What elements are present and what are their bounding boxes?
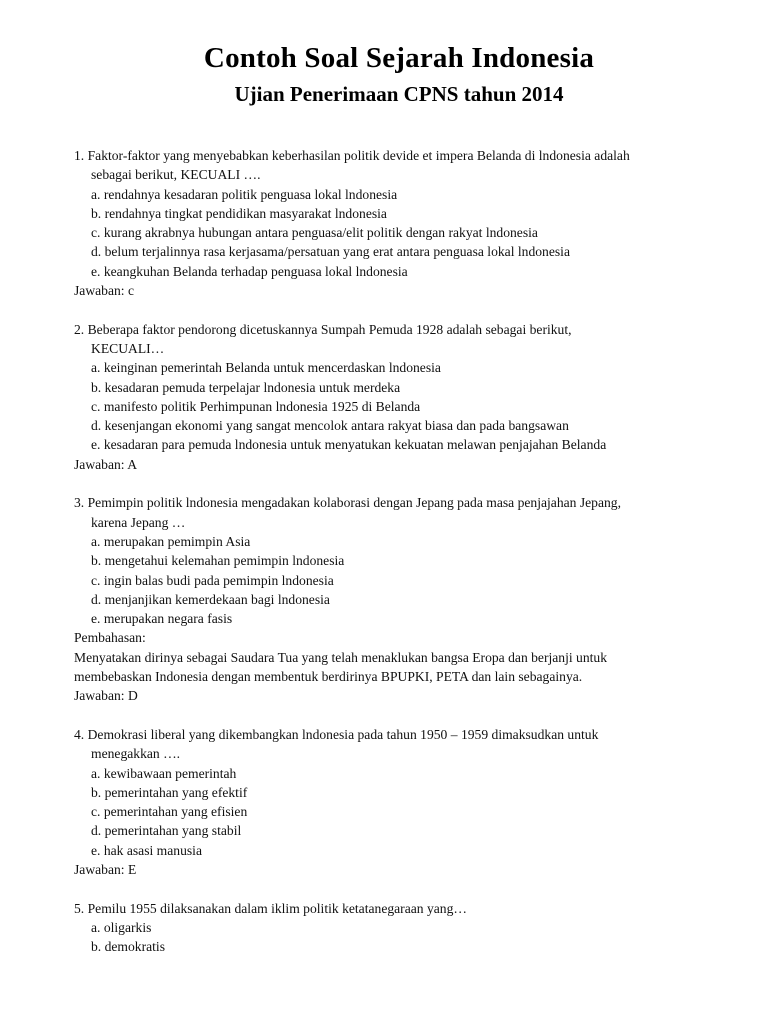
option-a: a. keinginan pemerintah Belanda untuk mencerdaskan lndonesia [91, 360, 441, 376]
answer-key: Jawaban: A [74, 456, 138, 472]
option-b: b. kesadaran pemuda terpelajar lndonesia untuk merdeka [91, 379, 401, 395]
question-3 [74, 493, 714, 705]
option-e: e. hak asasi manusia [91, 842, 202, 858]
question-4 [74, 725, 714, 879]
option-c: c. manifesto politik Perhimpunan lndonesia 1925 di Belanda [91, 398, 421, 414]
answer-key: Jawaban: D [74, 688, 138, 704]
question-stem: 1. Faktor-faktor yang menyebabkan keberhasilan politik devide et impera Belanda di lndonesia adalah [74, 148, 630, 163]
document-subtitle: Ujian Penerimaan CPNS tahun 2014 [234, 82, 564, 106]
option-c: c. kurang akrabnya hubungan antara penguasa/elit politik dengan rakyat lndonesia [91, 225, 538, 241]
option-d: d. belum terjalinnya rasa kerjasama/persatuan yang erat antara penguasa lokal lndonesia [91, 244, 570, 260]
option-b: b. mengetahui kelemahan pemimpin lndonesia [91, 553, 345, 569]
question-stem-continued: KECUALI… [91, 340, 165, 356]
option-b: b. rendahnya tingkat pendidikan masyarakat lndonesia [91, 205, 387, 221]
question-stem: 5. Pemilu 1955 dilaksanakan dalam iklim politik ketatanegaraan yang… [74, 900, 467, 916]
answer-key: Jawaban: E [74, 861, 137, 877]
question-list [74, 146, 714, 976]
option-d: d. menjanjikan kemerdekaan bagi lndonesia [91, 591, 330, 607]
option-b: b. demokratis [91, 939, 165, 955]
document-title: Contoh Soal Sejarah Indonesia [203, 42, 595, 74]
option-a: a. kewibawaan pemerintah [91, 765, 237, 781]
option-e: e. keangkuhan Belanda terhadap penguasa lokal lndonesia [91, 263, 408, 279]
option-a: a. merupakan pemimpin Asia [91, 533, 251, 549]
question-2 [74, 320, 714, 474]
question-stem-continued: menegakkan …. [91, 746, 181, 762]
question-stem: 3. Pemimpin politik lndonesia mengadakan kolaborasi dengan Jepang pada masa penjajahan Jepang, [74, 495, 621, 511]
option-a: a. rendahnya kesadaran politik penguasa lokal lndonesia [91, 186, 398, 202]
option-e: e. kesadaran para pemuda lndonesia untuk menyatukan kekuatan melawan penjajahan Belanda [91, 437, 607, 453]
question-stem: 2. Beberapa faktor pendorong dicetuskannya Sumpah Pemuda 1928 adalah sebagai berikut, [74, 321, 572, 337]
option-b: b. pemerintahan yang efektif [91, 784, 248, 800]
discussion-text: membebaskan Indonesia dengan membentuk berdirinya BPUPKI, PETA dan lain sebagainya. [74, 669, 583, 685]
discussion-text: Menyatakan dirinya sebagai Saudara Tua yang telah menaklukan bangsa Eropa dan berjanji untuk [74, 649, 608, 665]
option-a: a. oligarkis [91, 919, 152, 935]
option-d: d. pemerintahan yang stabil [91, 823, 242, 839]
option-e: e. merupakan negara fasis [91, 611, 233, 627]
question-stem-continued: sebagai berikut, KECUALI …. [91, 167, 261, 183]
question-stem: 4. Demokrasi liberal yang dikembangkan lndonesia pada tahun 1950 – 1959 dimaksudkan untuk [74, 726, 599, 742]
option-d: d. kesenjangan ekonomi yang sangat mencolok antara rakyat biasa dan pada bangsawan [91, 418, 569, 434]
question-stem-continued: karena Jepang … [91, 514, 186, 530]
discussion-label: Pembahasan: [74, 630, 146, 646]
option-c: c. ingin balas budi pada pemimpin lndonesia [91, 572, 334, 588]
option-c: c. pemerintahan yang efisien [91, 804, 248, 820]
question-5 [74, 899, 714, 957]
answer-key: Jawaban: c [74, 283, 135, 299]
question-1 [74, 146, 714, 300]
